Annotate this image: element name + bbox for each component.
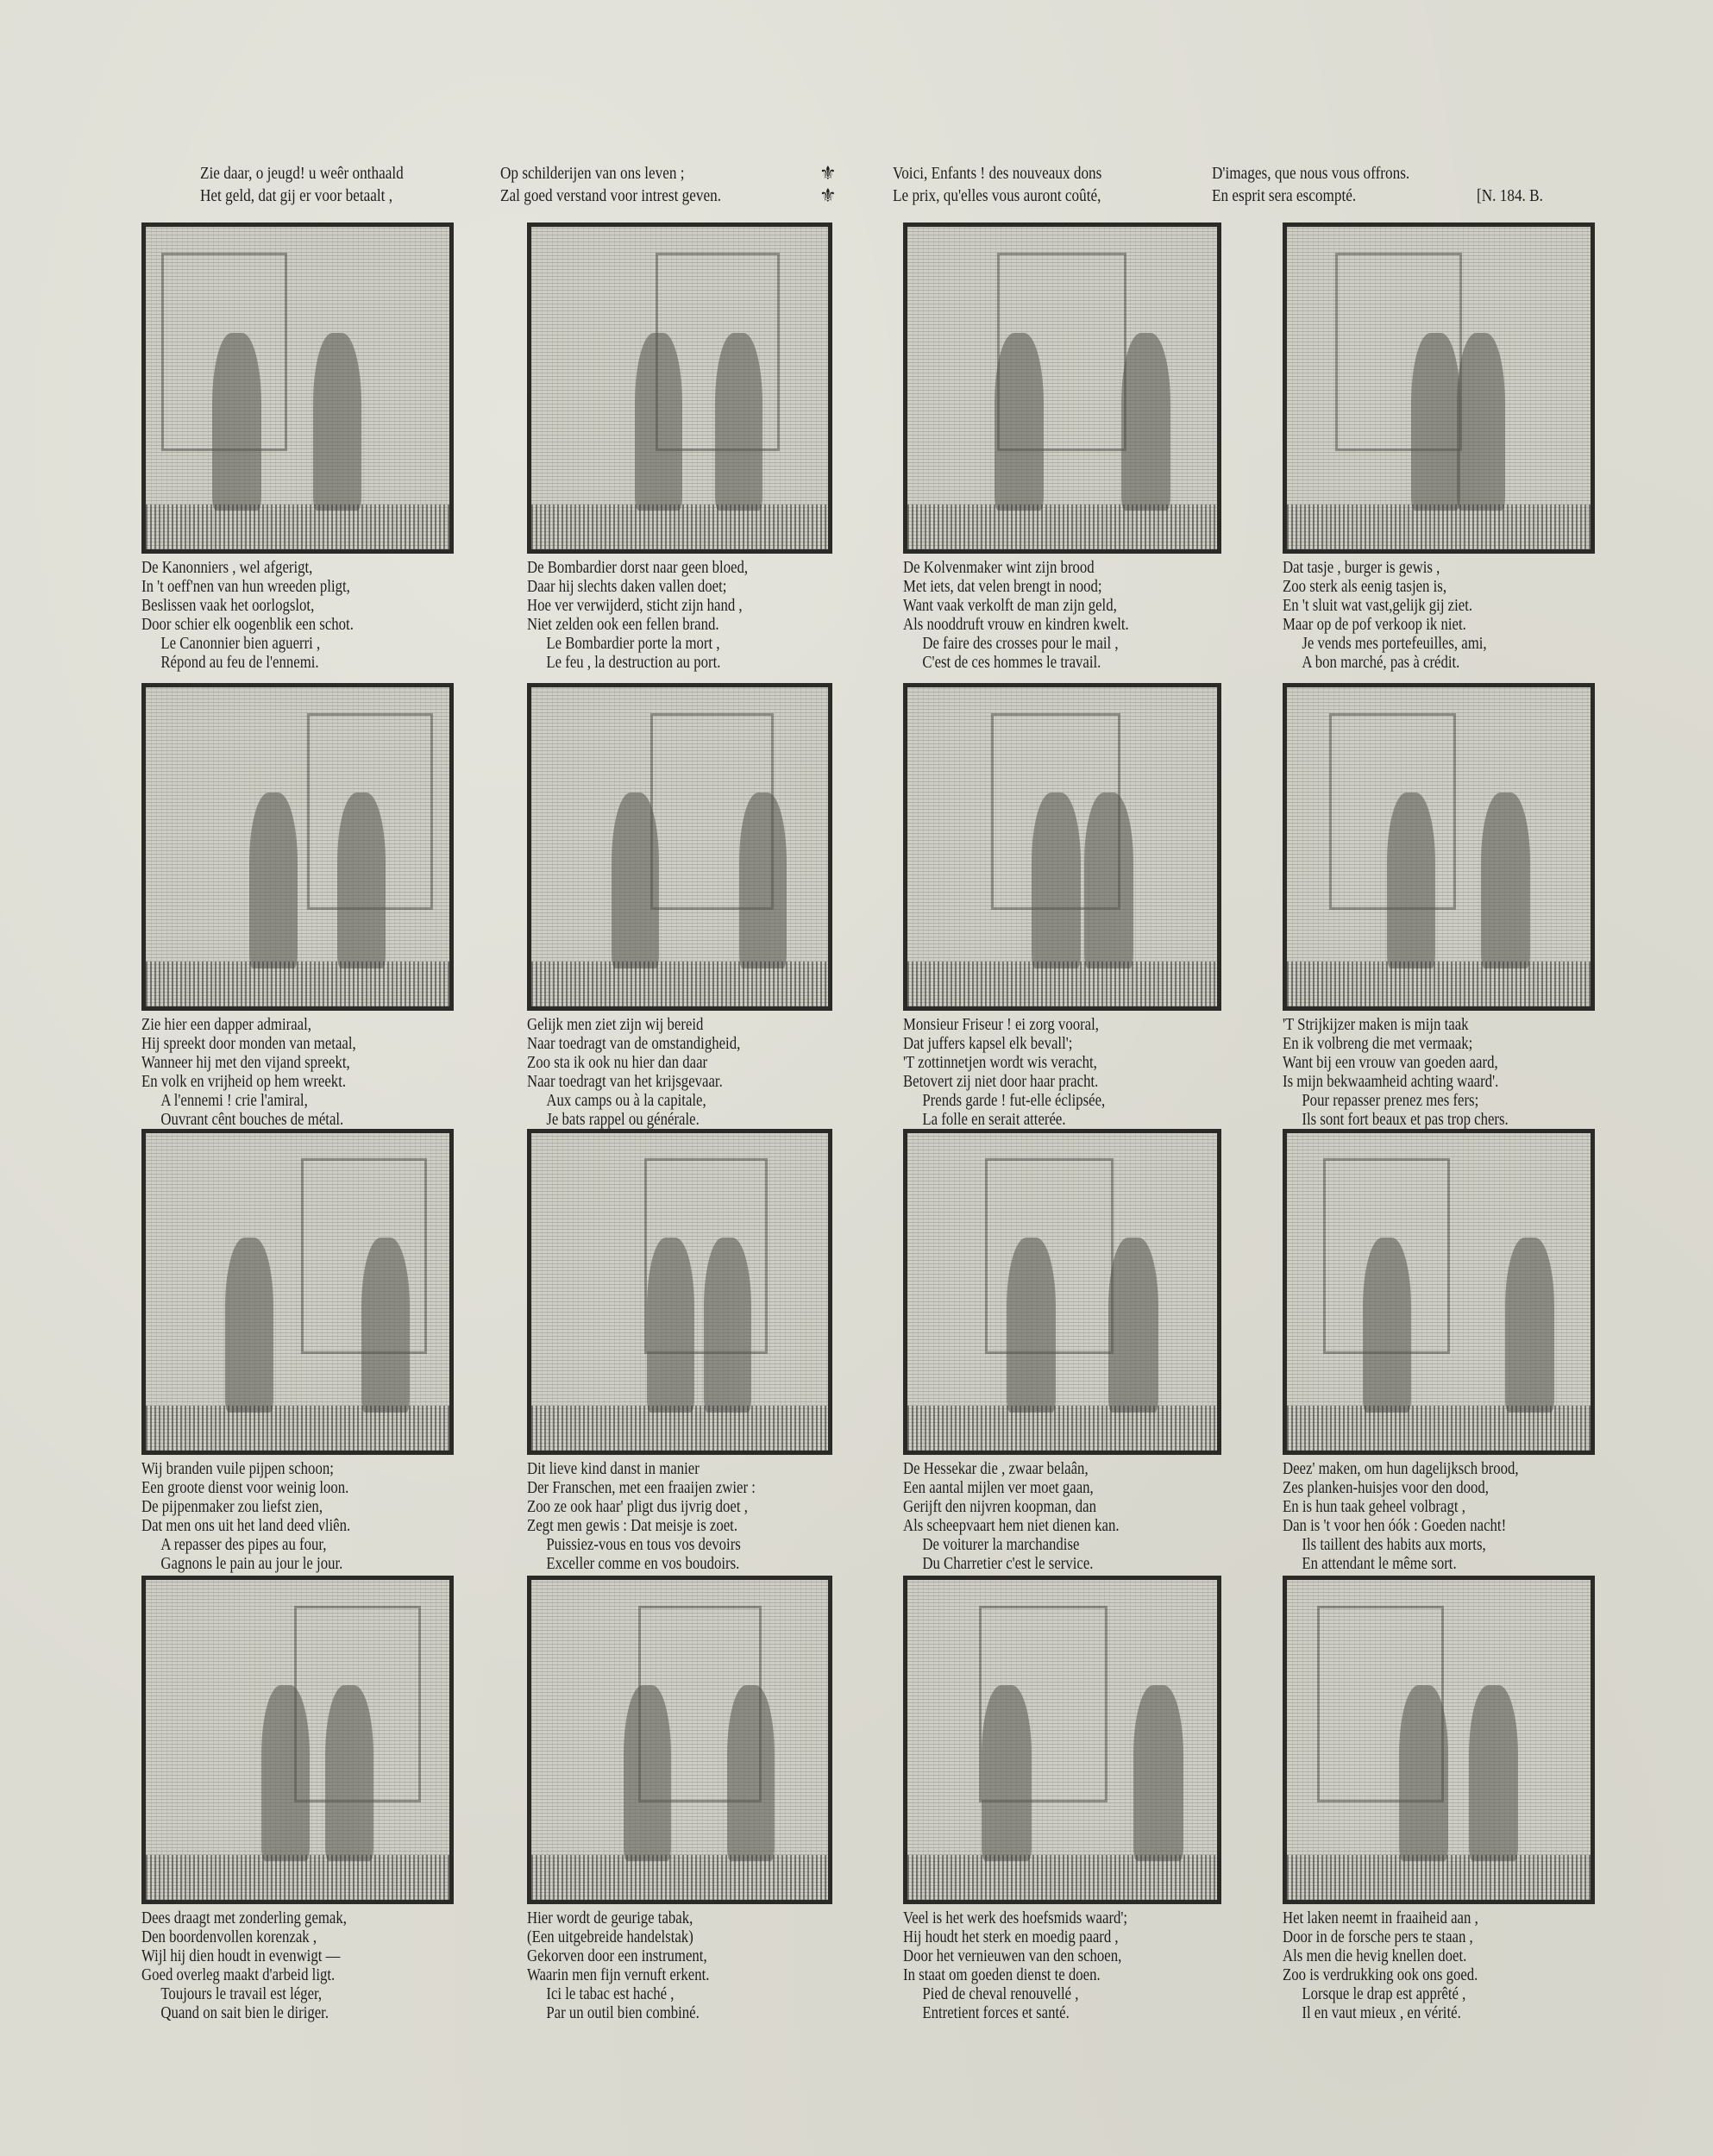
figure: [982, 1685, 1031, 1861]
dutch-verse-line: En is hun taak geheel volbragt ,: [1283, 1498, 1465, 1516]
dutch-verse-line: Goed overleg maakt d'arbeid ligt.: [141, 1966, 336, 1984]
dutch-verse-line: En ik volbreng die met vermaak;: [1283, 1035, 1473, 1053]
figure: [261, 1685, 310, 1861]
dutch-verse-line: Deez' maken, om hun dagelijksch brood,: [1283, 1460, 1519, 1478]
figure: [624, 1685, 671, 1861]
verse-caption: [527, 559, 832, 673]
ground: [531, 1855, 828, 1900]
header-line: Het geld, dat gij er voor betaalt ,: [200, 186, 393, 205]
figure: [325, 1685, 373, 1861]
french-verse-line: Aux camps ou à la capitale,: [546, 1092, 706, 1110]
ground: [907, 1855, 1217, 1900]
figure: [647, 1238, 694, 1412]
dutch-verse-line: Gerijft den nijvren koopman, dan: [903, 1498, 1097, 1516]
french-verse-line: Ici le tabac est haché ,: [546, 1985, 675, 2003]
dutch-verse-line: In 't oeff'nen van hun wreeden pligt,: [141, 578, 350, 596]
french-verse-line: A l'ennemi ! crie l'amiral,: [160, 1092, 308, 1110]
figure: [225, 1238, 273, 1412]
french-verse-line: La folle en serait atterée.: [922, 1111, 1066, 1129]
woodcut-illustration-coffin-makers: [1283, 1129, 1595, 1455]
verse-caption: [141, 1016, 454, 1130]
figure: [1469, 1685, 1517, 1861]
ground: [907, 962, 1217, 1006]
woodcut-illustration-cannoneers: [141, 222, 454, 554]
woodcut-illustration-iron-maker: [1283, 683, 1595, 1011]
dutch-verse-line: Gelijk men ziet zijn wij bereid: [527, 1016, 704, 1034]
dutch-verse-line: Een groote dienst voor weinig loon.: [141, 1479, 349, 1497]
figure: [1481, 793, 1529, 968]
dutch-verse-line: Hoe ver verwijderd, sticht zijn hand ,: [527, 597, 743, 615]
dutch-verse-line: Wanneer hij met den vijand spreekt,: [141, 1054, 350, 1072]
dutch-verse-line: Door schier elk oogenblik een schot.: [141, 616, 354, 634]
french-verse-line: Ils taillent des habits aux morts,: [1302, 1536, 1486, 1554]
verse-caption: [903, 1460, 1221, 1574]
verse-caption: [1283, 1909, 1595, 2023]
dutch-verse-line: Een aantal mijlen ver moet gaan,: [903, 1479, 1094, 1497]
dutch-verse-line: De pijpenmaker zou liefst zien,: [141, 1498, 323, 1516]
header-french-verse-2: [1212, 162, 1409, 207]
fleur-de-lis-ornament-icon: [819, 162, 837, 207]
dutch-verse-line: Als nooddruft vrouw en kindren kwelt.: [903, 616, 1129, 634]
figure: [249, 793, 298, 968]
figure: [1007, 1238, 1056, 1412]
dutch-verse-line: Zoo is verdrukking ook ons goed.: [1283, 1966, 1478, 1984]
figure: [212, 333, 260, 511]
ground: [146, 1406, 449, 1451]
figure: [1133, 1685, 1183, 1861]
ground: [907, 1406, 1217, 1451]
header-dutch-verse-2: [500, 162, 721, 207]
french-verse-line: Le Bombardier porte la mort ,: [546, 635, 720, 653]
dutch-verse-line: Niet zelden ook een fellen brand.: [527, 616, 719, 634]
dutch-verse-line: Zes planken-huisjes voor den dood,: [1283, 1479, 1489, 1497]
header-line: Le prix, qu'elles vous auront coûté,: [893, 186, 1101, 205]
verse-caption: [903, 1909, 1221, 2023]
verse-caption: [141, 1909, 454, 2023]
french-verse-line: Pied de cheval renouvellé ,: [922, 1985, 1079, 2003]
dutch-verse-line: Den boordenvollen korenzak ,: [141, 1928, 317, 1946]
french-verse-line: Gagnons le pain au jour le jour.: [160, 1555, 343, 1573]
dutch-verse-line: De Bombardier dorst naar geen bloed,: [527, 559, 749, 577]
verse-caption: [527, 1460, 832, 1574]
figure: [1084, 793, 1133, 968]
ground: [531, 962, 828, 1006]
dutch-verse-line: Hij houdt het sterk en moedig paard ,: [903, 1928, 1119, 1946]
dutch-verse-line: Maar op de pof verkoop ik niet.: [1283, 616, 1466, 634]
dutch-verse-line: 'T Strijkijzer maken is mijn taak: [1283, 1016, 1469, 1034]
dutch-verse-line: En volk en vrijheid op hem wreekt.: [141, 1073, 347, 1091]
french-verse-line: Il en vaut mieux , en vérité.: [1302, 2004, 1461, 2022]
french-verse-line: Le feu , la destruction au port.: [546, 654, 721, 672]
french-verse-line: De faire des crosses pour le mail ,: [922, 635, 1119, 653]
figure: [313, 333, 361, 511]
ground: [1287, 505, 1591, 549]
fleur-de-lis-icon: ⚜: [819, 162, 837, 184]
figure: [1411, 333, 1459, 511]
dutch-verse-line: De Kolvenmaker wint zijn brood: [903, 559, 1095, 577]
ground: [531, 1406, 828, 1451]
woodcut-illustration-drummer: [527, 683, 832, 1011]
verse-caption: [527, 1016, 832, 1130]
figure: [1399, 1685, 1447, 1861]
header-french-verse-1: [893, 162, 1101, 207]
header-line: En esprit sera escompté.: [1212, 186, 1357, 205]
figure: [1505, 1238, 1553, 1412]
header-line: Op schilderijen van ons leven ;: [500, 164, 685, 183]
dutch-verse-line: Dit lieve kind danst in manier: [527, 1460, 700, 1478]
woodcut-illustration-farrier: [903, 1576, 1221, 1904]
ground: [1287, 1406, 1591, 1451]
header-line: Zal goed verstand voor intrest geven.: [500, 186, 722, 205]
figure: [361, 1238, 410, 1412]
dutch-verse-line: Zoo sta ik ook nu hier dan daar: [527, 1054, 708, 1072]
french-verse-line: Quand on sait bien le diriger.: [160, 2004, 329, 2022]
dutch-verse-line: Waarin men fijn vernuft erkent.: [527, 1966, 710, 1984]
dutch-verse-line: Het laken neemt in fraaiheid aan ,: [1283, 1909, 1478, 1927]
dutch-verse-line: Zie hier een dapper admiraal,: [141, 1016, 311, 1034]
ground: [907, 505, 1217, 549]
figure: [1387, 793, 1435, 968]
dutch-verse-line: Wij branden vuile pijpen schoon;: [141, 1460, 334, 1478]
figure: [1032, 793, 1081, 968]
verse-caption: [527, 1909, 832, 2023]
figure: [715, 333, 762, 511]
dutch-verse-line: Als scheepvaart hem niet dienen kan.: [903, 1517, 1120, 1535]
ground: [146, 1855, 449, 1900]
verse-caption: [1283, 1016, 1595, 1130]
dutch-verse-line: Veel is het werk des hoefsmids waard';: [903, 1909, 1128, 1927]
french-verse-line: Ouvrant cênt bouches de métal.: [160, 1111, 344, 1129]
woodcut-illustration-admiral: [141, 683, 454, 1011]
ground: [146, 505, 449, 549]
french-verse-line: C'est de ces hommes le travail.: [922, 654, 1101, 672]
figure: [704, 1238, 751, 1412]
figure: [337, 793, 386, 968]
figure: [635, 333, 682, 511]
french-verse-line: Je vends mes portefeuilles, ami,: [1302, 635, 1487, 653]
woodcut-illustration-cloth-presser: [1283, 1576, 1595, 1904]
figure: [1363, 1238, 1411, 1412]
dutch-verse-line: Want vaak verkolft de man zijn geld,: [903, 597, 1117, 615]
verse-caption: [903, 559, 1221, 673]
ground: [531, 505, 828, 549]
verse-caption: [141, 559, 454, 673]
figure: [612, 793, 659, 968]
french-verse-line: Ils sont fort beaux et pas trop chers.: [1302, 1111, 1509, 1129]
dutch-verse-line: Wijl hij dien houdt in evenwigt —: [141, 1947, 341, 1965]
dutch-verse-line: Betovert zij niet door haar pracht.: [903, 1073, 1099, 1091]
ground: [1287, 962, 1591, 1006]
french-verse-line: Je bats rappel ou générale.: [546, 1111, 700, 1129]
french-verse-line: A repasser des pipes au four,: [160, 1536, 327, 1554]
header-dutch-verse-1: [200, 162, 404, 207]
woodcut-illustration-club-maker: [903, 222, 1221, 554]
french-verse-line: Répond au feu de l'ennemi.: [160, 654, 319, 672]
dutch-verse-line: Hij spreekt door monden van metaal,: [141, 1035, 356, 1053]
fleur-de-lis-icon: ⚜: [819, 185, 837, 206]
french-verse-line: Du Charretier c'est le service.: [922, 1555, 1094, 1573]
dutch-verse-line: Naar toedragt van het krijsgevaar.: [527, 1073, 723, 1091]
woodcut-illustration-bombardier: [527, 222, 832, 554]
dutch-verse-line: Gekorven door een instrument,: [527, 1947, 707, 1965]
figure: [727, 1685, 775, 1861]
dutch-verse-line: De Kanonniers , wel afgerigt,: [141, 559, 313, 577]
dutch-verse-line: Door het vernieuwen van den schoen,: [903, 1947, 1122, 1965]
dutch-verse-line: Door in de forsche pers te staan ,: [1283, 1928, 1473, 1946]
figure: [739, 793, 787, 968]
woodcut-illustration-porter: [141, 1576, 454, 1904]
dutch-verse-line: De Hessekar die , zwaar belaân,: [903, 1460, 1089, 1478]
dutch-verse-line: (Een uitgebreide handelstak): [527, 1928, 693, 1946]
french-verse-line: Entretient forces et santé.: [922, 2004, 1070, 2022]
french-verse-line: Prends garde ! fut-elle éclipsée,: [922, 1092, 1106, 1110]
french-verse-line: Exceller comme en vos boudoirs.: [546, 1555, 740, 1573]
french-verse-line: Le Canonnier bien aguerri ,: [160, 635, 321, 653]
woodcut-illustration-pipe-maker: [141, 1129, 454, 1455]
dutch-verse-line: Hier wordt de geurige tabak,: [527, 1909, 693, 1927]
verse-caption: [1283, 1460, 1595, 1574]
ground: [146, 962, 449, 1006]
dutch-verse-line: Dees draagt met zonderling gemak,: [141, 1909, 347, 1927]
french-verse-line: Toujours le travail est léger,: [160, 1985, 323, 2003]
woodcut-illustration-dancer: [527, 1129, 832, 1455]
woodcut-illustration-purse-seller: [1283, 222, 1595, 554]
dutch-verse-line: Der Franschen, met een fraaijen zwier :: [527, 1479, 756, 1497]
figure: [1457, 333, 1505, 511]
french-verse-line: Par un outil bien combiné.: [546, 2004, 700, 2022]
dutch-verse-line: Zoo ze ook haar' pligt dus ijvrig doet ,: [527, 1498, 748, 1516]
woodcut-illustration-tobacco-cutter: [527, 1576, 832, 1904]
ground: [1287, 1855, 1591, 1900]
dutch-verse-line: Daar hij slechts daken vallen doet;: [527, 578, 727, 596]
dutch-verse-line: Naar toedragt van de omstandigheid,: [527, 1035, 741, 1053]
header-line: D'images, que nous vous offrons.: [1212, 164, 1410, 183]
dutch-verse-line: En 't sluit wat vast,gelijk gij ziet.: [1283, 597, 1473, 615]
dutch-verse-line: In staat om goeden dienst te doen.: [903, 1966, 1101, 1984]
figure: [1121, 333, 1170, 511]
verse-caption: [1283, 559, 1595, 673]
dutch-verse-line: Dat juffers kapsel elk bevall';: [903, 1035, 1073, 1053]
french-verse-line: Lorsque le drap est apprêté ,: [1302, 1985, 1466, 2003]
french-verse-line: En attendant le même sort.: [1302, 1555, 1457, 1573]
dutch-verse-line: Monsieur Friseur ! ei zorg vooral,: [903, 1016, 1099, 1034]
dutch-verse-line: 'T zottinnetjen wordt wis veracht,: [903, 1054, 1097, 1072]
dutch-verse-line: Is mijn bekwaamheid achting waard'.: [1283, 1073, 1499, 1091]
sheet-number: [N. 184. B.: [1477, 186, 1543, 205]
dutch-verse-line: Dat tasje , burger is gewis ,: [1283, 559, 1440, 577]
dutch-verse-line: Dat men ons uit het land deed vliên.: [141, 1517, 351, 1535]
verse-caption: [903, 1016, 1221, 1130]
header-line: Voici, Enfants ! des nouveaux dons: [893, 164, 1102, 183]
verse-caption: [141, 1460, 454, 1574]
french-verse-line: Pour repasser prenez mes fers;: [1302, 1092, 1479, 1110]
dutch-verse-line: Als men die hevig knellen doet.: [1283, 1947, 1467, 1965]
figure: [1108, 1238, 1158, 1412]
dutch-verse-line: Dan is 't voor hen óók : Goeden nacht!: [1283, 1517, 1507, 1535]
dutch-verse-line: Want bij een vrouw van goeden aard,: [1283, 1054, 1498, 1072]
dutch-verse-line: Zegt men gewis : Dat meisje is zoet.: [527, 1517, 738, 1535]
dutch-verse-line: Met iets, dat velen brengt in nood;: [903, 578, 1102, 596]
dutch-verse-line: Beslissen vaak het oorlogslot,: [141, 597, 315, 615]
header-line: Zie daar, o jeugd! u weêr onthaald: [200, 164, 404, 183]
french-verse-line: A bon marché, pas à crédit.: [1302, 654, 1460, 672]
dutch-verse-line: Zoo sterk als eenig tasjen is,: [1283, 578, 1447, 596]
figure: [995, 333, 1044, 511]
woodcut-illustration-hairdresser: [903, 683, 1221, 1011]
french-verse-line: De voiturer la marchandise: [922, 1536, 1080, 1554]
woodcut-illustration-carter: [903, 1129, 1221, 1455]
french-verse-line: Puissiez-vous en tous vos devoirs: [546, 1536, 741, 1554]
